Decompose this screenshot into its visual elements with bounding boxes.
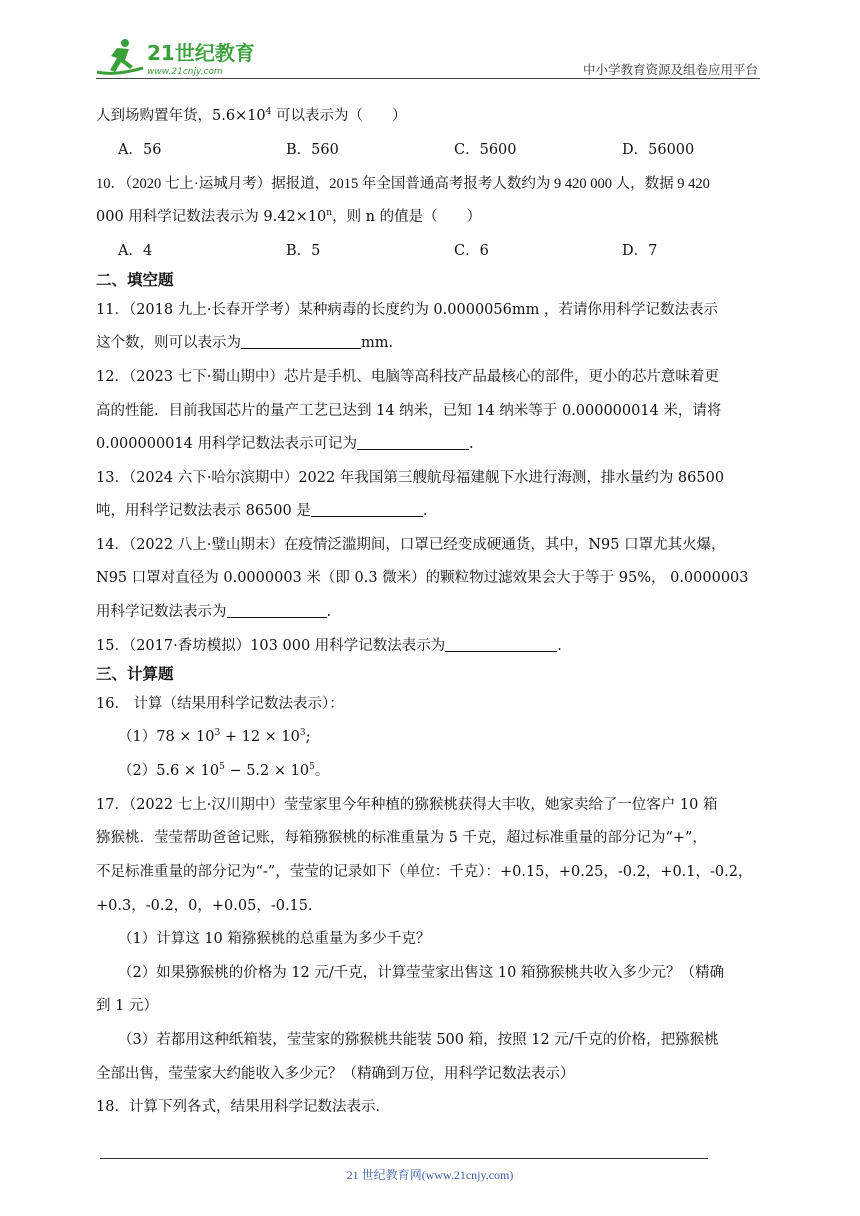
- header-divider: [96, 78, 760, 79]
- q14-line-1: 14．（2022 八上·璧山期末）在疫情泛滥期间，口罩已经变成硬通货，其中，N95 口罩尤其火爆，: [96, 537, 726, 553]
- q17-part-2-line-1: （2）如果猕猴桃的价格为 12 元/千克，计算莹莹家出售这 10 箱猕猴桃共收入多少元？（精确: [118, 965, 724, 981]
- q16-part-2: $(2)5.6 \times 10^5 - 5.2 \times 10^5$。: [118, 762, 330, 779]
- q9-stem: 人到场购置年货，$5.6\times 10^4$ 可以表示为（ ）: [96, 107, 407, 124]
- q13-answer-blank[interactable]: [311, 502, 423, 517]
- q17-line-4: +0.3，-0.2，0，+0.05，-0.15．: [96, 898, 323, 914]
- q10-line-1: 10．（2020 七上·运城月考）据报道，2015 年全国普通高考报考人数约为 9 420 000 人，数据 9 420: [96, 176, 710, 192]
- footer-source: 21 世纪教育网(www.21cnjy.com): [346, 1168, 514, 1182]
- q17-part-3-line-1: （3）若都用这种纸箱装，莹莹家的猕猴桃共能装 500 箱，按照 12 元/千克的价格，把猕猴桃: [118, 1032, 719, 1048]
- q17-line-3: 不足标准重量的部分记为“-”，莹莹的记录如下（单位：千克）：+0.15，+0.25，-0.2，+0.1，-0.2，: [96, 864, 753, 880]
- q9-option-b: B．560: [286, 142, 339, 158]
- q11-answer-blank[interactable]: [241, 334, 361, 349]
- q10-option-d: D．7: [622, 243, 658, 259]
- q18-line-1: 18．计算下列各式，结果用科学记数法表示．: [96, 1099, 390, 1115]
- section-fill-in: 二、填空题: [96, 271, 174, 289]
- q9-option-d: D．56000: [622, 142, 695, 158]
- q17-part-3-line-2: 全部出售，莹莹家大约能收入多少元？（精确到万位，用科学记数法表示）: [96, 1066, 575, 1082]
- q15-line-1: 15．（2017·香坊模拟）103 000 用科学记数法表示为 .: [96, 638, 562, 654]
- q14-line-3: 用科学记数法表示为 .: [96, 604, 332, 620]
- q10-line-2: 000 用科学记数法表示为 $9.42\times 10^n$，则 n 的值是（ ）: [96, 208, 482, 225]
- q13-line-1: 13．（2024 六下·哈尔滨期中）2022 年我国第三艘航母福建舰下水进行海测，排水量约为 86500: [96, 470, 725, 486]
- q17-line-2: 猕猴桃．莹莹帮助爸爸记账，每箱猕猴桃的标准重量为 5 千克，超过标准重量的部分记为“+”，: [96, 830, 707, 846]
- q10-option-a: A．4: [118, 243, 153, 259]
- q16-line-1: 16． 计算（结果用科学记数法表示）：: [96, 696, 344, 712]
- q12-answer-blank[interactable]: [357, 435, 469, 450]
- q12-line-3: 0.000000014 用科学记数法表示可记为 .: [96, 436, 474, 452]
- q12-line-2: 高的性能．目前我国芯片的量产工艺已达到 14 纳米，已知 14 纳米等于 0.000000014 米，请将: [96, 403, 722, 419]
- logo-main-text: 21世纪教育: [147, 41, 255, 65]
- footer-divider: [100, 1158, 708, 1159]
- q11-line-2: 这个数，则可以表示为 mm.: [96, 335, 394, 351]
- q9-option-a: A．56: [118, 142, 162, 158]
- q14-answer-blank[interactable]: [227, 603, 327, 618]
- q10-option-c: C．6: [454, 243, 489, 259]
- q11-line-1: 11．（2018 九上·长春开学考）某种病毒的长度约为 0.0000056mm ，若请你用科学记数法表示: [96, 302, 718, 318]
- platform-name: 中小学教育资源及组卷应用平台: [582, 62, 758, 77]
- q15-answer-blank[interactable]: [445, 637, 557, 652]
- q9-option-c: C．5600: [454, 142, 517, 158]
- q17-part-1: （1）计算这 10 箱猕猴桃的总重量为多少千克？: [118, 931, 431, 947]
- section-calculation: 三、计算题: [96, 665, 174, 683]
- q17-part-2-line-2: 到 1 元）: [96, 998, 158, 1014]
- q13-line-2: 吨，用科学记数法表示 86500 是 .: [96, 503, 428, 519]
- q10-option-b: B．5: [286, 243, 321, 259]
- site-logo: [95, 36, 265, 80]
- q16-part-1: $(1)78 \times 10^3 + 12 \times 10^3$;: [118, 728, 311, 745]
- logo-sub-text: www.21cnjy.com: [147, 67, 223, 77]
- q17-line-1: 17．（2022 七上·汉川期中）莹莹家里今年种植的猕猴桃获得大丰收，她家卖给了一位客户 10 箱: [96, 797, 718, 813]
- q12-line-1: 12．（2023 七下·蜀山期中）芯片是手机、电脑等高科技产品最核心的部件，更小的芯片意味着更: [96, 369, 719, 385]
- q14-line-2: N95 口罩对直径为 0.0000003 米（即 0.3 微米）的颗粒物过滤效果会大于等于 95%， 0.0000003: [96, 570, 749, 586]
